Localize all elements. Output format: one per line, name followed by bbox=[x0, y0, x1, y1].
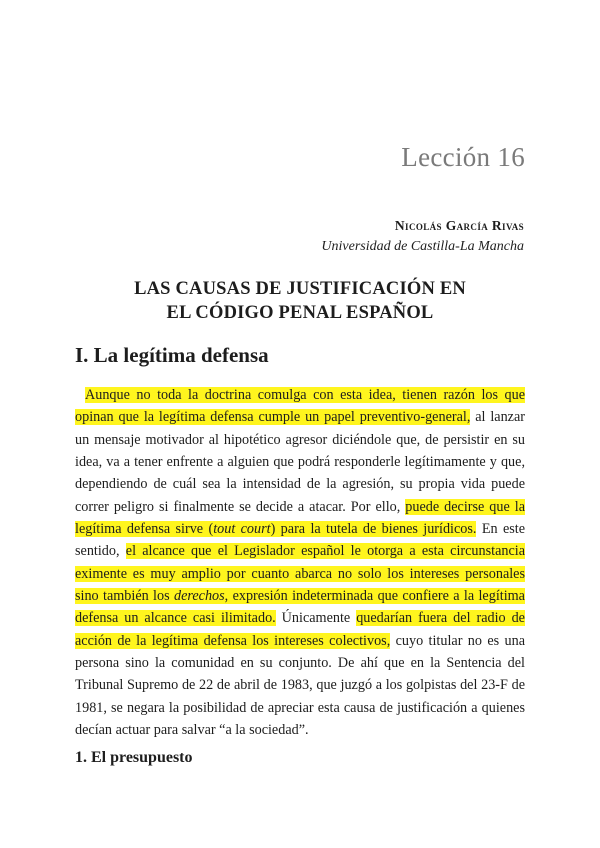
section-heading: I. La legítima defensa bbox=[75, 343, 269, 367]
author-name: Nicolás García Rivas bbox=[394, 218, 524, 233]
highlighted-text: , expresión indeterminada que confiere a la legítima defensa un alcance casi ilimitado. bbox=[75, 588, 525, 627]
highlighted-text: ) para la tutela de bienes jurídicos. bbox=[270, 521, 477, 538]
highlighted-text: Aunque no toda la doctrina comulga con esta idea, tienen razón los que opinan que la legítima defensa cumple un papel preventivo-general, bbox=[75, 387, 525, 426]
highlighted-text: puede decirse que la legítima defensa sirve ( bbox=[75, 498, 525, 538]
chapter-title bbox=[75, 277, 525, 325]
chapter-title-line-1: LAS CAUSAS DE JUSTIFICACIÓN EN bbox=[134, 279, 466, 299]
highlighted-text: el alcance que el Legislador español le otorga a esta circunstancia eximente es muy amplio por cuanto abarca no solo los intereses personales sino también los bbox=[75, 543, 525, 605]
text-segment: Únicamente bbox=[275, 610, 357, 627]
highlighted-text: derechos bbox=[173, 588, 225, 605]
text-segment: En este sentido, bbox=[75, 521, 525, 560]
highlighted-text: quedarían fuera del radio de acción de la legítima defensa los intereses colectivos, bbox=[75, 610, 525, 649]
subsection-heading: 1. El presupuesto bbox=[75, 749, 193, 766]
lesson-number: Lección 16 bbox=[401, 142, 525, 172]
highlighted-text: tout court bbox=[213, 521, 271, 538]
author-affiliation: Universidad de Castilla-La Mancha bbox=[321, 239, 524, 254]
text-segment: al lanzar un mensaje motivador al hipotético agresor diciéndole que, de persistir en su idea, va a tener enfrente a alguien que podrá responderle legítimamente y que, dependiendo de cuál sea la intensidad de la agresión, su propia vida puede correr peligro si finalmente se decide a atacar. Por ello, bbox=[75, 409, 525, 515]
chapter-title-line-2: EL CÓDIGO PENAL ESPAÑOL bbox=[166, 303, 434, 323]
text-segment: cuyo titular no es una persona sino la comunidad en su conjunto. De ahí que en la Sentencia del Tribunal Supremo de 22 de abril de 1983, que juzgó a los golpistas del 23-F de 1981, se negara la posibilidad de apreciar esta causa de justificación a quienes decían actuar para salvar “a la sociedad”. bbox=[75, 632, 525, 739]
body-paragraph bbox=[75, 384, 525, 742]
